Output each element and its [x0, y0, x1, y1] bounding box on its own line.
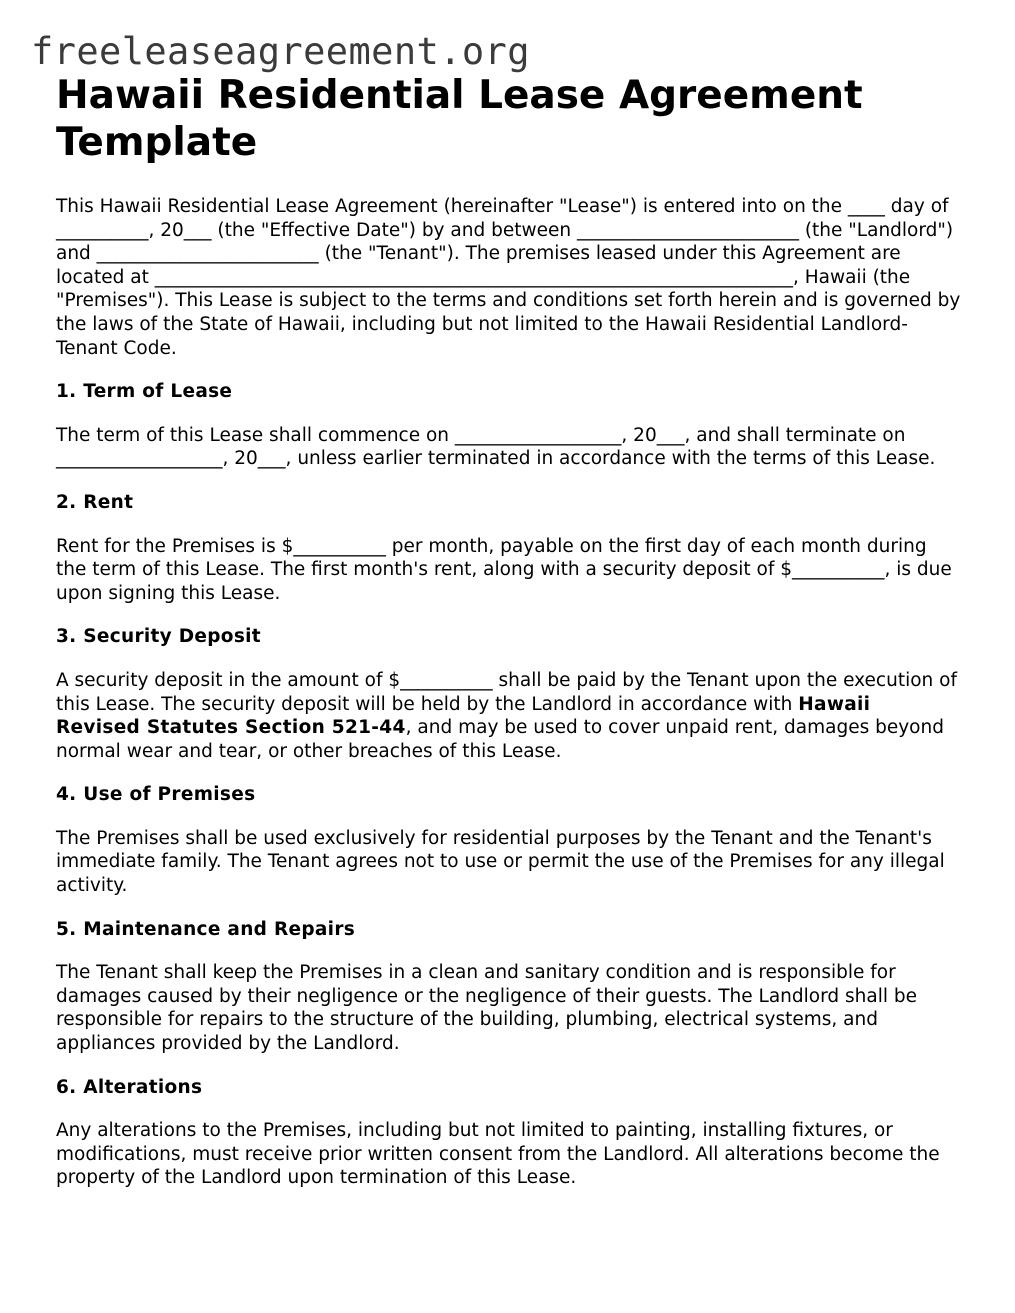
body-text: , and may be used to cover unpaid rent, damages beyond normal wear and tear, or other breaches of this Lease. [56, 717, 944, 762]
section-heading: 6. Alterations [56, 1076, 203, 1098]
section-maintenance-and-repairs [56, 918, 961, 1056]
section-alterations [56, 1076, 961, 1190]
section-heading: 3. Security Deposit [56, 626, 261, 648]
section-heading: 5. Maintenance and Repairs [56, 918, 356, 940]
section-use-of-premises [56, 783, 961, 897]
section-heading: 2. Rent [56, 491, 134, 513]
section-heading: 4. Use of Premises [56, 784, 256, 806]
section-rent [56, 491, 961, 605]
lease-document [56, 72, 961, 1190]
section-body: The term of this Lease shall commence on __________________, 20___, and shall terminate on __________________, 20___, unless earlier terminated in accordance with the terms of this Lease. [56, 424, 936, 470]
section-heading: 1. Term of Lease [56, 381, 233, 403]
section-body: Any alterations to the Premises, including but not limited to painting, installing fixtures, or modifications, must receive prior written consent from the Landlord. All alterations become the property of the Landlord upon termination of this Lease. [56, 1120, 940, 1189]
statute-reference: Hawaii Revised Statutes Section 521-44 [56, 693, 871, 739]
document-title: Hawaii Residential Lease Agreement Template [56, 73, 863, 165]
section-body: Rent for the Premises is $__________ per month, payable on the first day of each month during the term of this Lease. The first month's rent, along with a security deposit of $__________, is due upon signing this Lease. [56, 535, 952, 604]
body-text: A security deposit in the amount of $__________ shall be paid by the Tenant upon the execution of this Lease. The security deposit will be held by the Landlord in accordance with [56, 669, 957, 715]
section-body [56, 669, 961, 763]
section-security-deposit [56, 625, 961, 763]
section-body: The Premises shall be used exclusively for residential purposes by the Tenant and the Tenant's immediate family. The Tenant agrees not to use or permit the use of the Premises for any illegal activity. [56, 827, 945, 897]
section-body: The Tenant shall keep the Premises in a clean and sanitary condition and is responsible for damages caused by their negligence or the negligence of their guests. The Landlord shall be responsible for repairs to the structure of the building, plumbing, electrical systems, and appliances provided by the Landlord. [56, 962, 917, 1055]
site-watermark: freeleaseagreement.org [31, 30, 530, 73]
section-term-of-lease [56, 380, 961, 471]
intro-paragraph: This Hawaii Residential Lease Agreement (hereinafter "Lease") is entered into on the ____ day of __________, 20___ (the "Effective Date") by and between ________________________ (the "Landlord") and ________________________ (the "Tenant"). The premises leased under this Agreement are located at _____________________________________________________________________, Hawaii (the "Premises"). This Lease is subject to the terms and conditions set forth herein and is governed by the laws of the State of Hawaii, including but not limited to the Hawaii Residential Landlord-Tenant Code. [56, 196, 961, 359]
